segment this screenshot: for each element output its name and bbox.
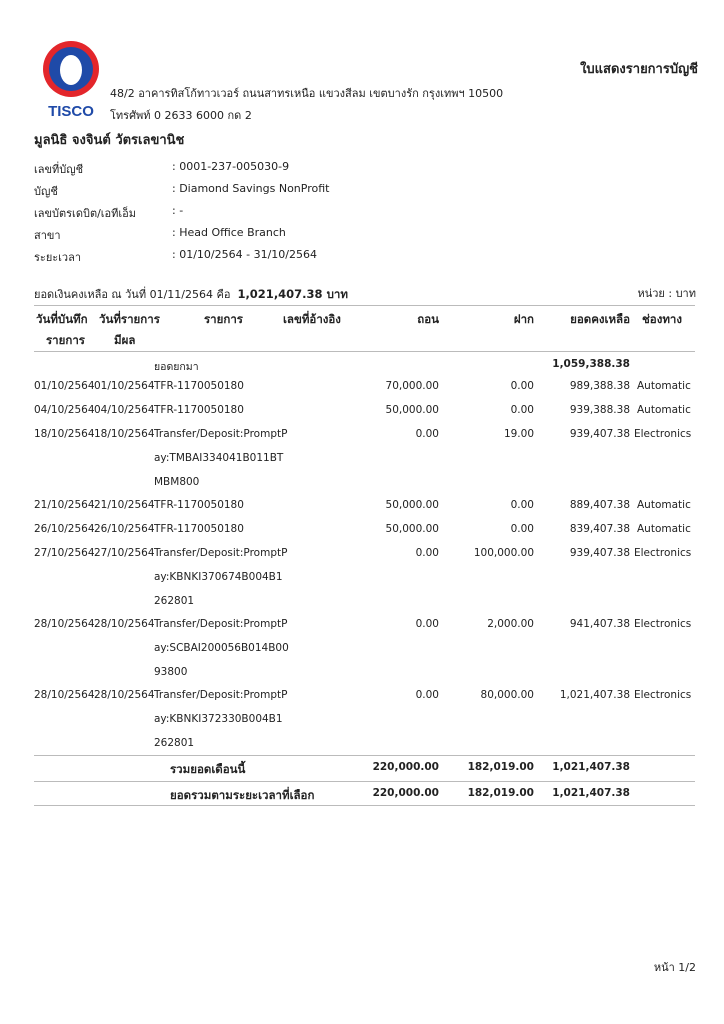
header-bottom-rule <box>34 351 695 352</box>
row-balance: 1,021,407.38 <box>559 689 630 701</box>
row-description-line3: MBM800 <box>154 476 200 488</box>
row-channel: Automatic <box>637 499 691 511</box>
row-withdraw: 0.00 <box>415 618 439 630</box>
row-deposit: 80,000.00 <box>480 689 534 701</box>
row-channel: Automatic <box>637 404 691 416</box>
row-deposit: 0.00 <box>510 404 534 416</box>
row-deposit: 0.00 <box>510 380 534 392</box>
row-description-line3: 262801 <box>154 737 195 749</box>
row-record-date: 21/10/2564 <box>34 499 95 511</box>
month-total-balance: 1,021,407.38 <box>552 761 630 773</box>
svg-text:TISCO: TISCO <box>48 103 94 120</box>
current-balance-prefix: ยอดเงินคงเหลือ ณ วันที่ 01/11/2564 คือ <box>34 288 231 301</box>
row-description: Transfer/Deposit:PromptP <box>154 618 288 630</box>
row-withdraw: 50,000.00 <box>385 499 439 511</box>
current-balance <box>34 285 348 304</box>
row-balance: 941,407.38 <box>569 618 630 630</box>
row-channel: Electronics <box>634 618 692 630</box>
branch-label: สาขา <box>34 229 61 242</box>
row-description-line2: ay:KBNKI370674B004B1 <box>154 571 283 583</box>
bank-phone: โทรศัพท์ 0 2633 6000 กด 2 <box>110 109 252 122</box>
row-effective-date: 28/10/2564 <box>94 689 155 701</box>
row-description: TFR-1170050180 <box>154 499 244 511</box>
row-balance: 889,407.38 <box>569 499 630 511</box>
period-total-deposit: 182,019.00 <box>467 787 534 799</box>
totals-top-rule <box>34 755 695 756</box>
account-number-label: เลขที่บัญชี <box>34 163 84 176</box>
row-description: Transfer/Deposit:PromptP <box>154 428 288 440</box>
row-balance: 989,388.38 <box>569 380 630 392</box>
period-label: ระยะเวลา <box>34 251 82 264</box>
page-number: หน้า 1/2 <box>653 961 696 974</box>
row-deposit: 0.00 <box>510 499 534 511</box>
currency-unit: หน่วย : บาท <box>637 287 696 300</box>
row-description: Transfer/Deposit:PromptP <box>154 547 288 559</box>
row-record-date: 28/10/2564 <box>34 618 95 630</box>
col-balance: ยอดคงเหลือ <box>570 312 630 326</box>
row-record-date: 26/10/2564 <box>34 523 95 535</box>
brought-forward-label: ยอดยกมา <box>154 361 199 373</box>
totals-bottom-rule <box>34 805 695 806</box>
row-description: TFR-1170050180 <box>154 380 244 392</box>
row-deposit: 19.00 <box>503 428 534 440</box>
branch-value: : Head Office Branch <box>172 226 286 239</box>
period-value: : 01/10/2564 - 31/10/2564 <box>172 248 317 261</box>
row-channel: Electronics <box>634 428 692 440</box>
debit-card-label: เลขบัตรเดบิต/เอทีเอ็ม <box>34 207 137 220</box>
tisco-logo-icon <box>40 40 102 120</box>
col-reference: เลขที่อ้างอิง <box>283 312 341 326</box>
row-withdraw: 0.00 <box>415 428 439 440</box>
row-record-date: 28/10/2564 <box>34 689 95 701</box>
row-channel: Automatic <box>637 523 691 535</box>
row-balance: 939,388.38 <box>569 404 630 416</box>
row-effective-date: 28/10/2564 <box>94 618 155 630</box>
row-deposit: 2,000.00 <box>487 618 534 630</box>
header-top-rule <box>34 305 695 306</box>
row-description: Transfer/Deposit:PromptP <box>154 689 288 701</box>
row-description-line3: 93800 <box>154 666 188 678</box>
row-withdraw: 0.00 <box>415 689 439 701</box>
row-effective-date: 26/10/2564 <box>94 523 155 535</box>
row-balance: 939,407.38 <box>569 547 630 559</box>
row-effective-date: 21/10/2564 <box>94 499 155 511</box>
row-description-line3: 262801 <box>154 595 195 607</box>
row-record-date: 04/10/2564 <box>34 404 95 416</box>
row-channel: Automatic <box>637 380 691 392</box>
row-record-date: 01/10/2564 <box>34 380 95 392</box>
tisco-logo <box>40 40 102 120</box>
row-effective-date: 18/10/2564 <box>94 428 155 440</box>
row-effective-date: 04/10/2564 <box>94 404 155 416</box>
account-type-value: : Diamond Savings NonProfit <box>172 182 330 195</box>
row-withdraw: 0.00 <box>415 547 439 559</box>
totals-middle-rule <box>34 781 695 782</box>
row-record-date: 18/10/2564 <box>34 428 95 440</box>
row-description: TFR-1170050180 <box>154 404 244 416</box>
row-withdraw: 70,000.00 <box>385 380 439 392</box>
row-deposit: 100,000.00 <box>473 547 534 559</box>
account-number-value: : 0001-237-005030-9 <box>172 160 290 173</box>
month-total-deposit: 182,019.00 <box>467 761 534 773</box>
month-total-label: รวมยอดเดือนนี้ <box>170 762 246 776</box>
row-effective-date: 27/10/2564 <box>94 547 155 559</box>
period-total-label: ยอดรวมตามระยะเวลาที่เลือก <box>170 788 315 802</box>
row-description-line2: ay:KBNKI372330B004B1 <box>154 713 283 725</box>
document-title: ใบแสดงรายการบัญชี <box>580 62 698 77</box>
customer-name: มูลนิธิ จงจินต์ วัตรเลขานิช <box>34 133 185 148</box>
col-record-date-line2: รายการ <box>46 333 85 347</box>
row-channel: Electronics <box>634 689 692 701</box>
col-effective-date: วันที่รายการ <box>99 312 160 326</box>
period-total-balance: 1,021,407.38 <box>552 787 630 799</box>
debit-card-value: : - <box>172 204 184 217</box>
row-channel: Electronics <box>634 547 692 559</box>
col-deposit: ฝาก <box>513 312 534 326</box>
row-deposit: 0.00 <box>510 523 534 535</box>
row-withdraw: 50,000.00 <box>385 404 439 416</box>
row-effective-date: 01/10/2564 <box>94 380 155 392</box>
current-balance-amount: 1,021,407.38 บาท <box>237 287 348 301</box>
period-total-withdraw: 220,000.00 <box>372 787 439 799</box>
row-description: TFR-1170050180 <box>154 523 244 535</box>
account-type-label: บัญชี <box>34 185 58 198</box>
bank-address: 48/2 อาคารทิสโก้ทาวเวอร์ ถนนสาทรเหนือ แขวงสีลม เขตบางรัก กรุงเทพฯ 10500 <box>110 87 504 100</box>
month-total-withdraw: 220,000.00 <box>372 761 439 773</box>
row-balance: 839,407.38 <box>569 523 630 535</box>
row-description-line2: ay:SCBAI200056B014B00 <box>154 642 289 654</box>
row-record-date: 27/10/2564 <box>34 547 95 559</box>
col-description: รายการ <box>204 312 243 326</box>
col-effective-date-line2: มีผล <box>114 333 136 347</box>
col-record-date: วันที่บันทึก <box>36 312 88 326</box>
row-withdraw: 50,000.00 <box>385 523 439 535</box>
col-withdraw: ถอน <box>417 312 439 326</box>
col-channel: ช่องทาง <box>642 312 682 326</box>
brought-forward-balance: 1,059,388.38 <box>552 358 630 370</box>
row-description-line2: ay:TMBAI334041B011BT <box>154 452 284 464</box>
row-balance: 939,407.38 <box>569 428 630 440</box>
